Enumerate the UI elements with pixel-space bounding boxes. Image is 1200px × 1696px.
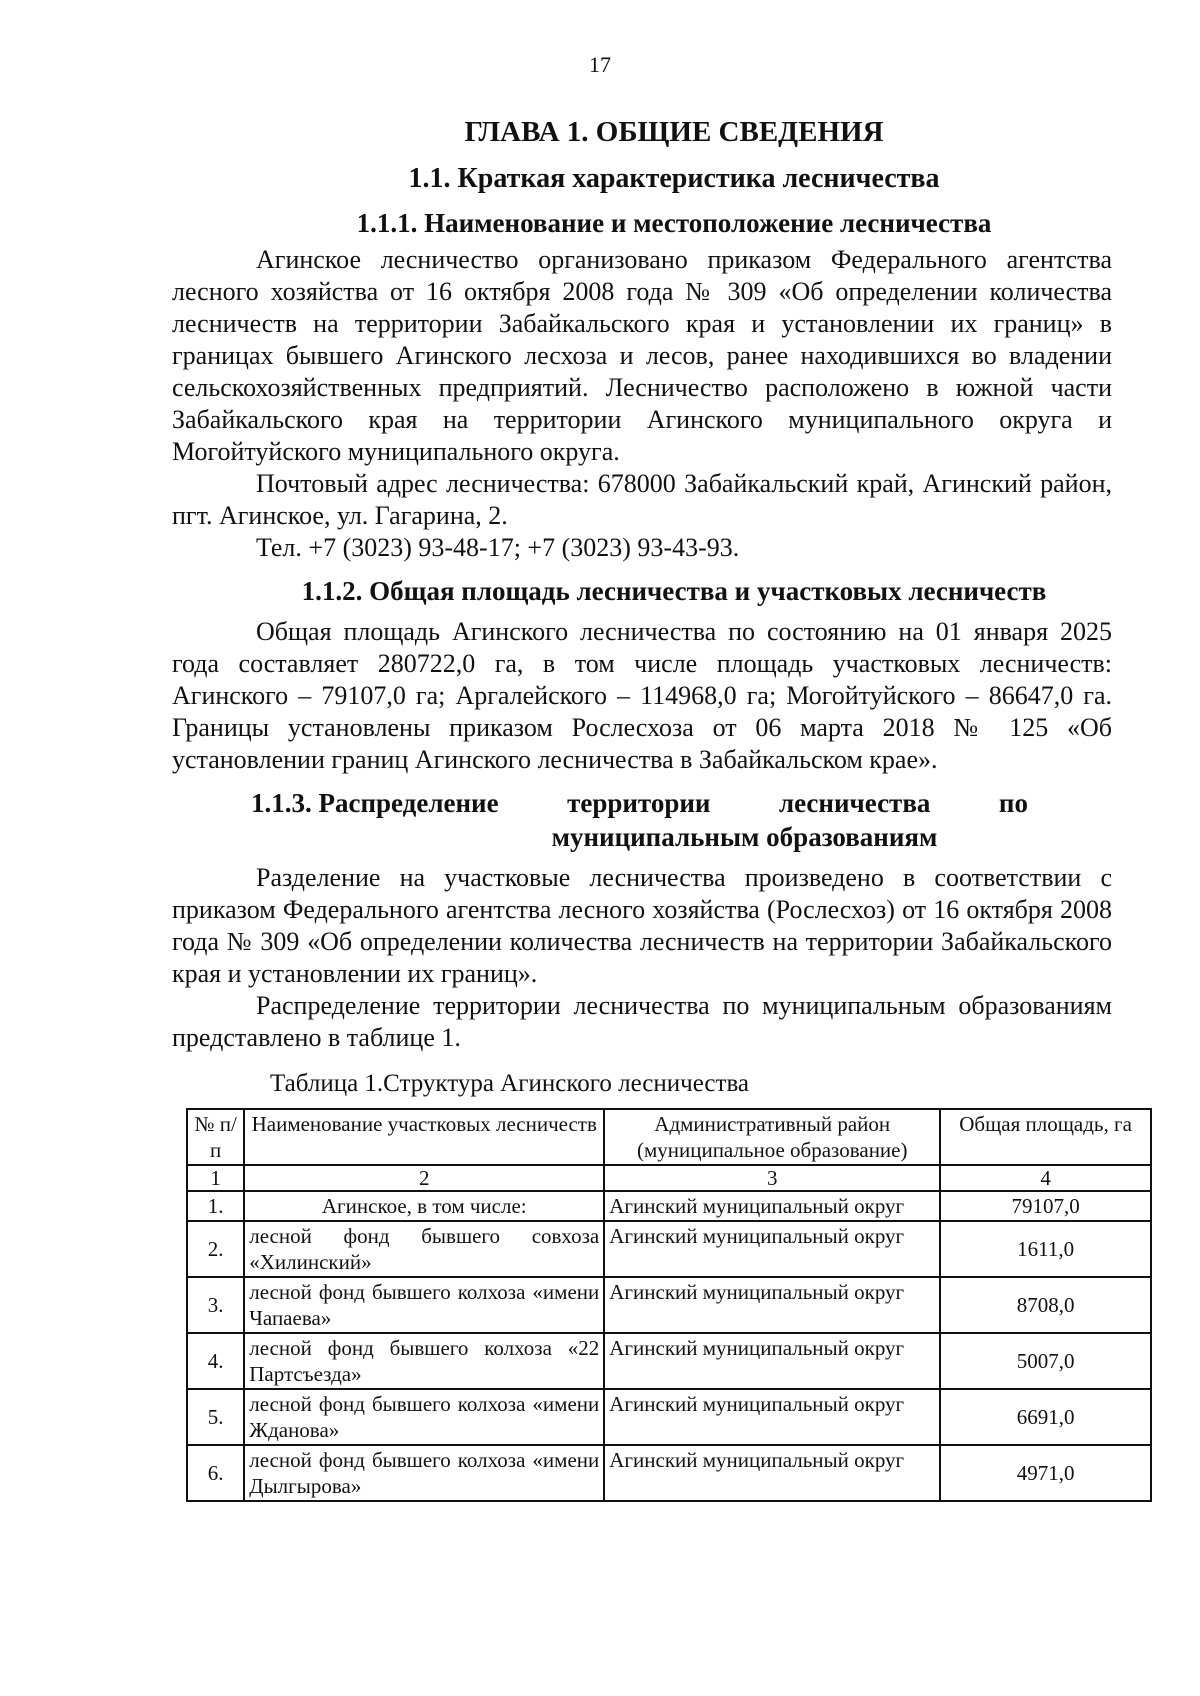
row-area: 79107,0 (940, 1191, 1151, 1221)
header-district: Административный район (муниципальное образование) (604, 1109, 940, 1165)
table-row (187, 1277, 1151, 1333)
row-district: Агинский муниципальный округ (604, 1277, 940, 1333)
subsection-title-1-1-3 (172, 786, 1112, 854)
row-district: Агинский муниципальный округ (604, 1389, 940, 1445)
table-row (187, 1445, 1151, 1501)
document-body (172, 114, 1132, 1502)
row-number: 6. (187, 1445, 244, 1501)
row-name: лесной фонд бывшего совхоза «Хилинский» (244, 1221, 604, 1277)
row-area: 5007,0 (940, 1333, 1151, 1389)
column-number-row (187, 1165, 1151, 1191)
column-number: 3 (604, 1165, 940, 1191)
subsection-title-1-1-1: 1.1.1. Наименование и местоположение лесничества (356, 208, 992, 238)
header-name: Наименование участковых лесничеств (244, 1109, 604, 1165)
table-row (187, 1333, 1151, 1389)
paragraph-organization: Агинское лесничество организовано приказом Федерального агентства лесного хозяйства от 16 октября 2008 года № 309 «Об определении количества лесничеств на территории Забайкальского края и установлении их границ» в границах бывшего Агинского лесхоза и лесов, ранее находившихся во владении сельскохозяйственных предприятий. Лесничество расположено в южной части Забайкальского края на территории Агинского муниципального округа и Могойтуйского муниципального округа. (172, 245, 1112, 466)
column-number: 4 (940, 1165, 1151, 1191)
section-title: 1.1. Краткая характеристика лесничества (408, 163, 940, 194)
paragraph-phone: Тел. +7 (3023) 93-48-17; +7 (3023) 93-43-93. (256, 533, 740, 562)
table-row (187, 1191, 1151, 1221)
row-number: 5. (187, 1389, 244, 1445)
row-name: Агинское, в том числе: (244, 1191, 604, 1221)
row-district: Агинский муниципальный округ (604, 1221, 940, 1277)
subsection-title-word: 1.1.3. Распределение (251, 788, 499, 818)
subsection-title-1-1-2: 1.1.2. Общая площадь лесничества и участковых лесничеств (301, 576, 1047, 606)
row-area: 4971,0 (940, 1445, 1151, 1501)
subsection-title-word: по (998, 788, 1028, 818)
row-number: 1. (187, 1191, 244, 1221)
subsection-title-line2: муниципальным образованиям (551, 822, 938, 852)
row-name: лесной фонд бывшего колхоза «имени Чапаева» (244, 1277, 604, 1333)
column-number: 1 (187, 1165, 244, 1191)
row-district: Агинский муниципальный округ (604, 1445, 940, 1501)
table-row (187, 1221, 1151, 1277)
page-number: 17 (589, 52, 611, 77)
paragraph-total-area: Общая площадь Агинского лесничества по состоянию на 01 января 2025 года составляет 280722,0 га, в том числе площадь участковых лесничеств: Агинского – 79107,0 га; Аргалейского – 114968,0 га; Могойтуйского – 86647,0 га. Границы установлены приказом Рослесхоза от 06 марта 2018 № 125 «Об установлении границ Агинского лесничества в Забайкальском крае». (172, 617, 1112, 774)
row-number: 3. (187, 1277, 244, 1333)
table-row (187, 1389, 1151, 1445)
column-number: 2 (244, 1165, 604, 1191)
table-header-row (187, 1109, 1151, 1165)
row-area: 8708,0 (940, 1277, 1151, 1333)
row-number: 2. (187, 1221, 244, 1277)
row-district: Агинский муниципальный округ (604, 1191, 940, 1221)
paragraph-division: Разделение на участковые лесничества произведено в соответствии с приказом Федерального агентства лесного хозяйства (Рослесхоз) от 16 октября 2008 года № 309 «Об определении количества лесничеств на территории Забайкальского края и установлении их границ». (172, 863, 1112, 988)
row-area: 1611,0 (940, 1221, 1151, 1277)
header-number: № п/п (187, 1109, 244, 1165)
row-name: лесной фонд бывшего колхоза «имени Жданова» (244, 1389, 604, 1445)
chapter-title: ГЛАВА 1. ОБЩИЕ СВЕДЕНИЯ (464, 116, 884, 148)
paragraph-postal-address: Почтовый адрес лесничества: 678000 Забайкальский край, Агинский район, пгт. Агинское, ул. Гагарина, 2. (172, 469, 1112, 530)
paragraph-distribution: Распределение территории лесничества по муниципальным образованиям представлено в таблице 1. (172, 991, 1112, 1052)
subsection-title-word: территории (567, 788, 711, 818)
header-area: Общая площадь, га (940, 1109, 1151, 1165)
table-caption: Таблица 1.Структура Агинского лесничества (270, 1070, 750, 1097)
row-number: 4. (187, 1333, 244, 1389)
row-name: лесной фонд бывшего колхоза «имени Дылгырова» (244, 1445, 604, 1501)
subsection-title-word: лесничества (778, 788, 931, 818)
row-district: Агинский муниципальный округ (604, 1333, 940, 1389)
row-name: лесной фонд бывшего колхоза «22 Партсъезда» (244, 1333, 604, 1389)
row-area: 6691,0 (940, 1389, 1151, 1445)
structure-table (186, 1108, 1152, 1502)
